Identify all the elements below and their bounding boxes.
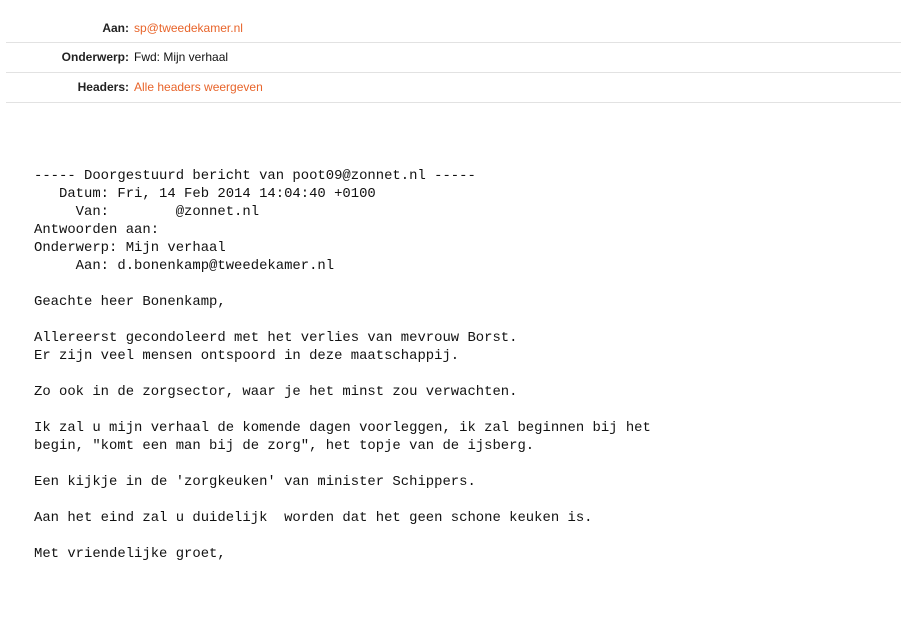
forward-from: Van: @zonnet.nl bbox=[34, 204, 260, 220]
message-body bbox=[34, 149, 651, 563]
message-line bbox=[34, 149, 651, 167]
message-line: Ik zal u mijn verhaal de komende dagen voorleggen, ik zal beginnen bij het bbox=[34, 420, 651, 436]
headers-label: Headers: bbox=[77, 80, 129, 94]
to-label: Aan: bbox=[102, 21, 129, 35]
message-line bbox=[34, 455, 651, 473]
message-line bbox=[34, 365, 651, 383]
message-line: begin, "komt een man bij de zorg", het topje van de ijsberg. bbox=[34, 438, 535, 454]
to-address-link[interactable]: sp@tweedekamer.nl bbox=[134, 21, 243, 35]
message-line: Een kijkje in de 'zorgkeuken' van minister Schippers. bbox=[34, 474, 476, 490]
message-line: Er zijn veel mensen ontspoord in deze maatschappij. bbox=[34, 348, 460, 364]
show-all-headers-link[interactable]: Alle headers weergeven bbox=[134, 80, 263, 94]
subject-row bbox=[0, 43, 901, 71]
forward-date: Datum: Fri, 14 Feb 2014 14:04:40 +0100 bbox=[34, 186, 376, 202]
message-line bbox=[34, 275, 651, 293]
forward-subject: Onderwerp: Mijn verhaal bbox=[34, 240, 226, 256]
message-line bbox=[34, 401, 651, 419]
message-line: Zo ook in de zorgsector, waar je het minst zou verwachten. bbox=[34, 384, 518, 400]
forward-banner: ----- Doorgestuurd bericht van poot09@zonnet.nl ----- bbox=[34, 168, 476, 184]
headers-row bbox=[0, 73, 901, 101]
subject-label: Onderwerp: bbox=[61, 50, 129, 64]
message-line bbox=[34, 527, 651, 545]
message-line: Allereerst gecondoleerd met het verlies van mevrouw Borst. bbox=[34, 330, 518, 346]
message-line bbox=[34, 311, 651, 329]
message-line bbox=[34, 491, 651, 509]
message-line: Aan het eind zal u duidelijk worden dat het geen schone keuken is. bbox=[34, 510, 593, 526]
forward-reply-to: Antwoorden aan: bbox=[34, 222, 160, 238]
header-divider bbox=[6, 102, 901, 103]
greeting: Geachte heer Bonenkamp, bbox=[34, 294, 226, 310]
subject-value: Fwd: Mijn verhaal bbox=[134, 50, 229, 64]
forward-to: Aan: d.bonenkamp@tweedekamer.nl bbox=[34, 258, 335, 274]
closing: Met vriendelijke groet, bbox=[34, 546, 226, 562]
to-row bbox=[0, 14, 901, 42]
